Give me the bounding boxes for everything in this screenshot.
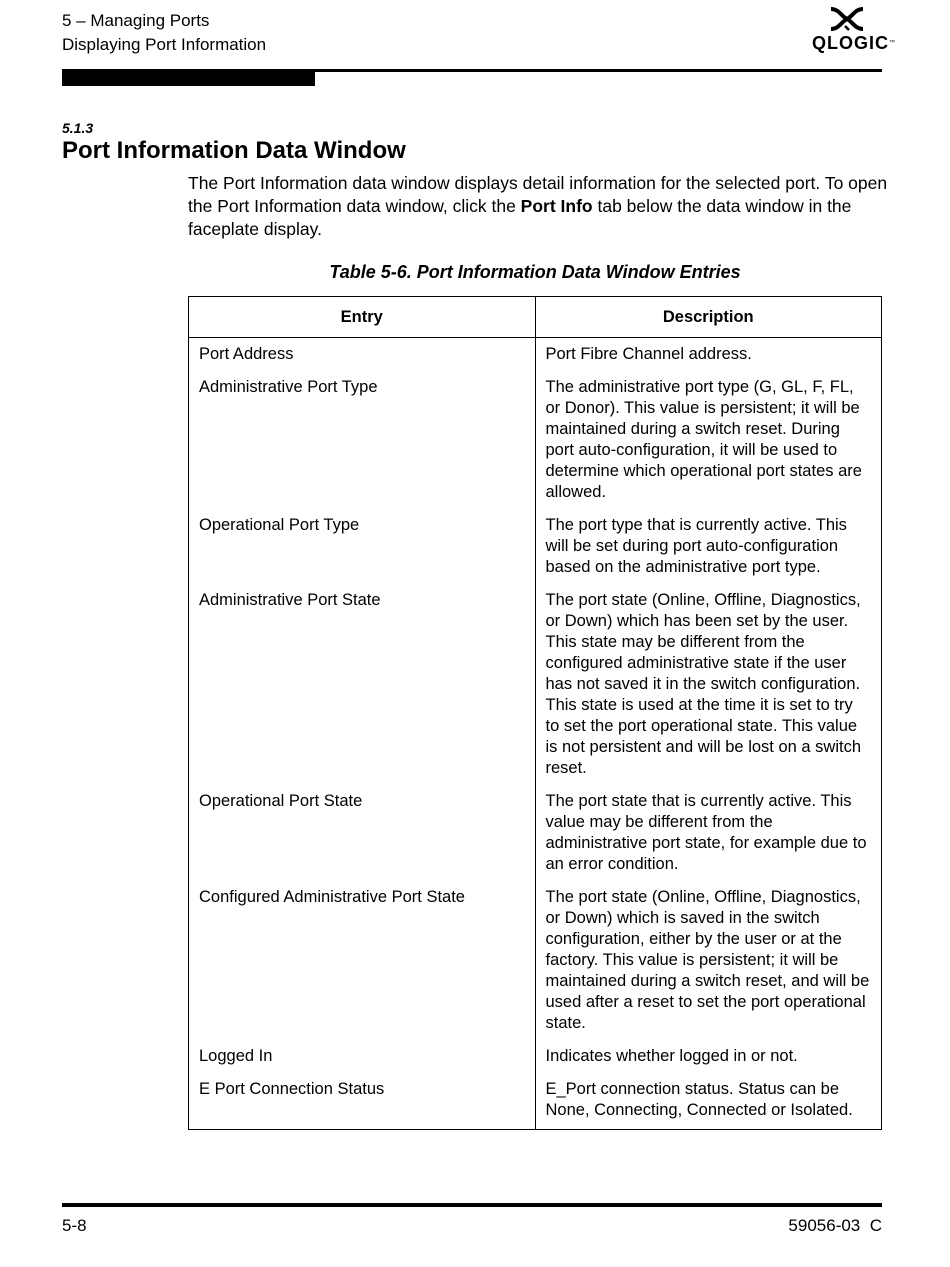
table-caption: Table 5-6. Port Information Data Window Entries	[329, 262, 741, 282]
header-rule-block	[62, 69, 315, 86]
description-cell: Port Fibre Channel address.	[535, 338, 882, 372]
description-cell: The administrative port type (G, GL, F, FL, or Donor). This value is persistent; it will be maintained during a switch reset. During port auto-configuration, it will be used to determine which operational port states are allowed.	[535, 371, 882, 509]
description-cell: The port type that is currently active. This will be set during port auto-configuration based on the administrative port type.	[535, 509, 882, 584]
port-info-tab-reference: Port Info	[520, 196, 593, 216]
table-row	[189, 881, 882, 1040]
document-id: 59056-03 C	[788, 1216, 882, 1235]
table-row	[189, 1040, 882, 1073]
description-cell: The port state (Online, Offline, Diagnostics, or Down) which is saved in the switch configuration, either by the user or at the factory. This value is persistent; it will be maintained during a switch reset, and will be used after a reset to set the port operational state.	[535, 881, 882, 1040]
entry-cell: Logged In	[189, 1040, 536, 1073]
table-row	[189, 338, 882, 372]
column-header-entry: Entry	[189, 297, 536, 338]
description-cell: The port state (Online, Offline, Diagnostics, or Down) which has been set by the user. This state may be different from the configured administrative state if the user has not saved it in the switch configuration. This state is used at the time it is set to try to set the port operational state. This value is not persistent and will be lost on a switch reset.	[535, 584, 882, 785]
entry-cell: Administrative Port State	[189, 584, 536, 785]
entry-cell: Administrative Port Type	[189, 371, 536, 509]
entry-cell: Port Address	[189, 338, 536, 372]
description-cell: Indicates whether logged in or not.	[535, 1040, 882, 1073]
footer-rule	[62, 1203, 882, 1207]
table-row	[189, 1073, 882, 1130]
qlogic-logo	[812, 6, 896, 53]
table-row	[189, 509, 882, 584]
entry-cell: Operational Port State	[189, 785, 536, 881]
running-header	[62, 9, 266, 57]
page-number: 5-8	[62, 1216, 87, 1235]
table-row	[189, 584, 882, 785]
section-number: 5.1.3	[62, 120, 94, 136]
section-header: Displaying Port Information	[62, 35, 267, 54]
table-header-row	[189, 297, 882, 338]
logo-wordmark: QLOGIC™	[812, 33, 896, 53]
table-row	[189, 785, 882, 881]
entry-cell: Operational Port Type	[189, 509, 536, 584]
section-title: Port Information Data Window	[62, 137, 406, 164]
description-cell: The port state that is currently active. This value may be different from the administrative port state, for example due to an error condition.	[535, 785, 882, 881]
intro-paragraph: The Port Information data window displays detail information for the selected port. To open the Port Information data window, click the Port Info tab below the data window in the faceplate display.	[188, 173, 888, 239]
chapter-title: 5 – Managing Ports	[62, 11, 210, 30]
description-cell: E_Port connection status. Status can be None, Connecting, Connected or Isolated.	[535, 1073, 882, 1130]
table-row	[189, 371, 882, 509]
entry-cell: E Port Connection Status	[189, 1073, 536, 1130]
column-header-description: Description	[535, 297, 882, 338]
port-info-entries-table	[188, 296, 882, 1130]
entry-cell: Configured Administrative Port State	[189, 881, 536, 1040]
qlogic-logo-icon	[827, 6, 867, 32]
